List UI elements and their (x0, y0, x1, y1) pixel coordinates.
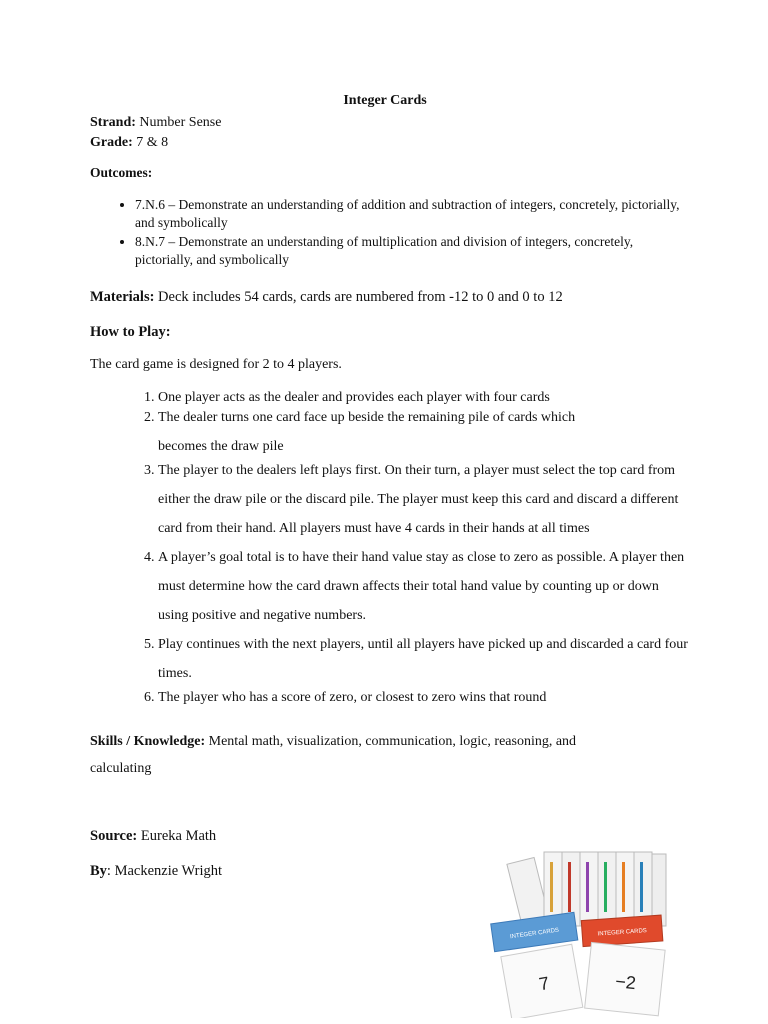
grade-value: 7 & 8 (136, 135, 169, 150)
step-text: The dealer turns one card face up beside the remaining pile of cards which (158, 410, 576, 425)
card-minus-two (585, 942, 665, 1015)
step-item: 1. One player acts as the dealer and provides each player with four cards (158, 388, 690, 408)
step-item: 5. Play continues with the next players, until all players have picked up and discarded a card four times. (158, 630, 690, 688)
step-item (158, 408, 690, 456)
strand-line (90, 113, 690, 133)
card-value: −2 (614, 971, 637, 994)
strand-label: Strand: (90, 115, 136, 130)
document-page (90, 93, 690, 881)
outcome-item: • 7.N.6 – Demonstrate an understanding of addition and subtraction of integers, concretely, pictorially, and symbolically (135, 196, 690, 232)
source-label: Source: (90, 828, 138, 844)
card-seven (501, 944, 583, 1018)
source-line (90, 826, 690, 846)
grade-line (90, 133, 690, 153)
blue-box-label: INTEGER CARDS (509, 927, 560, 941)
skills-value: Mental math, visualization, communication, logic, reasoning, and calculating (90, 734, 577, 776)
strand-value: Number Sense (139, 115, 222, 130)
grade-label: Grade: (90, 135, 133, 150)
steps-list (90, 388, 690, 708)
materials-line (90, 287, 690, 307)
how-to-play-intro: The card game is designed for 2 to 4 players. (90, 357, 342, 372)
skills-line (90, 728, 630, 782)
red-box (581, 915, 663, 947)
white-box-stack (507, 852, 666, 926)
source-value: Eureka Math (140, 828, 217, 844)
page-title: Integer Cards (343, 93, 427, 108)
step-item: 6. The player who has a score of zero, or closest to zero wins that round (158, 688, 690, 708)
materials-value: Deck includes 54 cards, cards are numbered from -12 to 0 and 0 to 12 (158, 288, 563, 305)
materials-label: Materials: (90, 288, 155, 305)
author-label: By (90, 862, 107, 879)
author-value: : Mackenzie Wright (106, 862, 223, 879)
integer-cards-photo (484, 848, 684, 1018)
outcomes-list (90, 196, 690, 269)
how-to-play-heading: How to Play: (90, 323, 171, 340)
step-item: 3. The player to the dealers left plays first. On their turn, a player must select the top card from either the draw pile or the discard pile. The player must keep this card and discard a different card from their hand. All players must have 4 cards in their hands at all times (158, 456, 690, 543)
skills-label: Skills / Knowledge: (90, 734, 206, 749)
red-box-label: INTEGER CARDS (597, 928, 648, 938)
step-text-continued: becomes the draw pile (158, 439, 284, 454)
card-value: 7 (537, 972, 551, 995)
outcome-item: • 8.N.7 – Demonstrate an understanding of multiplication and division of integers, concretely, pictorially, and symbolically (135, 233, 690, 269)
step-item: 4. A player’s goal total is to have their hand value stay as close to zero as possible. A player then must determine how the card drawn affects their total hand value by counting up or down using positive and negative numbers. (158, 543, 690, 630)
outcomes-heading: Outcomes: (90, 165, 153, 180)
